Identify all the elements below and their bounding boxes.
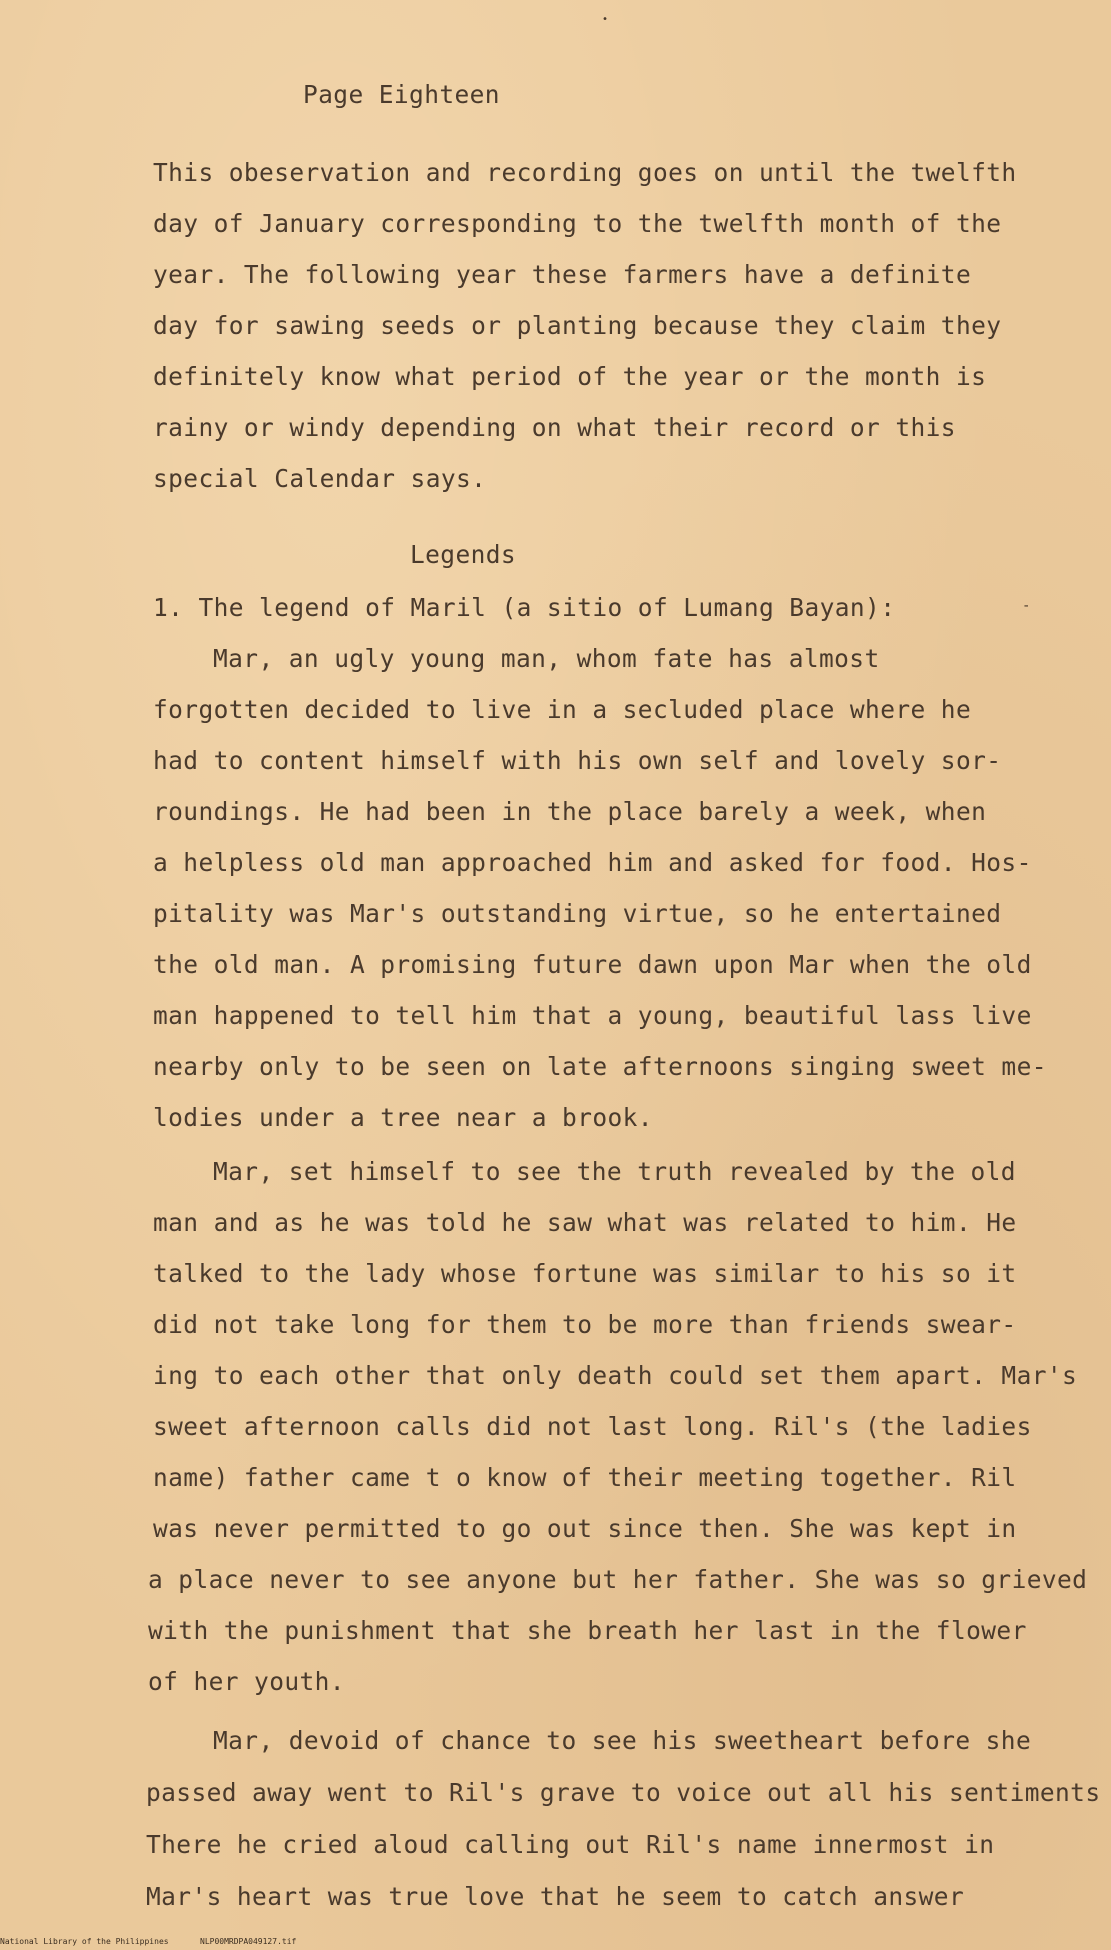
page-title: Page Eighteen [303, 80, 500, 109]
paragraph-line: the old man. A promising future dawn upon Mar when the old [153, 950, 1032, 979]
paragraph-line: year. The following year these farmers have a definite [153, 260, 972, 289]
paragraph-line: talked to the lady whose fortune was similar to his so it [153, 1259, 1017, 1288]
paragraph-line: This obeservation and recording goes on until the twelfth [153, 158, 1017, 187]
legend-title: 1. The legend of Maril (a sitio of Lumang Bayan): [153, 593, 896, 622]
paragraph-line: a place never to see anyone but her father. She was so grieved [148, 1565, 1088, 1594]
paragraph-line: rainy or windy depending on what their record or this [153, 413, 956, 442]
paragraph-line: passed away went to Ril's grave to voice out all his sentiments [146, 1778, 1101, 1807]
paragraph-line: pitality was Mar's outstanding virtue, so he entertained [153, 899, 1002, 928]
paragraph-line: with the punishment that she breath her last in the flower [148, 1616, 1027, 1645]
paragraph-line: forgotten decided to live in a secluded place where he [153, 695, 972, 724]
paragraph-line: There he cried aloud calling out Ril's name innermost in [146, 1830, 995, 1859]
paragraph-line: roundings. He had been in the place barely a week, when [153, 797, 987, 826]
paragraph-line: Mar's heart was true love that he seem to catch answer [146, 1882, 965, 1911]
paragraph-line: sweet afternoon calls did not last long. Ril's (the ladies [153, 1412, 1032, 1441]
paragraph-line: did not take long for them to be more than friends swear- [153, 1310, 1017, 1339]
paragraph-line: day for sawing seeds or planting because they claim they [153, 311, 1002, 340]
paragraph-line: a helpless old man approached him and asked for food. Hos- [153, 848, 1032, 877]
paragraph-line: ing to each other that only death could set them apart. Mar's [153, 1361, 1078, 1390]
paragraph-line: had to content himself with his own self and lovely sor- [153, 746, 1002, 775]
paragraph-line: special Calendar says. [153, 464, 487, 493]
paragraph-line: nearby only to be seen on late afternoons singing sweet me- [153, 1052, 1047, 1081]
paragraph-line: definitely know what period of the year or the month is [153, 362, 987, 391]
section-heading: Legends [410, 540, 517, 569]
paragraph-line: day of January corresponding to the twelfth month of the [153, 209, 1002, 238]
paragraph-line: of her youth. [148, 1667, 345, 1696]
paragraph-line: Mar, set himself to see the truth revealed by the old [213, 1157, 1016, 1186]
ink-speck: • [602, 14, 609, 25]
paragraph-line: lodies under a tree near a brook. [153, 1103, 653, 1132]
paragraph-line: man happened to tell him that a young, beautiful lass live [153, 1001, 1032, 1030]
paragraph-line: name) father came t o know of their meeting together. Ril [153, 1463, 1017, 1492]
footer-file-name: NLP00MRDPA049127.tif [200, 1937, 297, 1946]
paragraph-line: Mar, an ugly young man, whom fate has almost [213, 644, 880, 673]
paragraph-line: Mar, devoid of chance to see his sweetheart before she [213, 1726, 1032, 1755]
scan-footer [0, 1937, 297, 1946]
ink-speck: - [1022, 598, 1031, 614]
footer-library-name: National Library of the Philippines [0, 1937, 169, 1946]
paragraph-line: was never permitted to go out since then. She was kept in [153, 1514, 1017, 1543]
paragraph-line: man and as he was told he saw what was related to him. He [153, 1208, 1017, 1237]
